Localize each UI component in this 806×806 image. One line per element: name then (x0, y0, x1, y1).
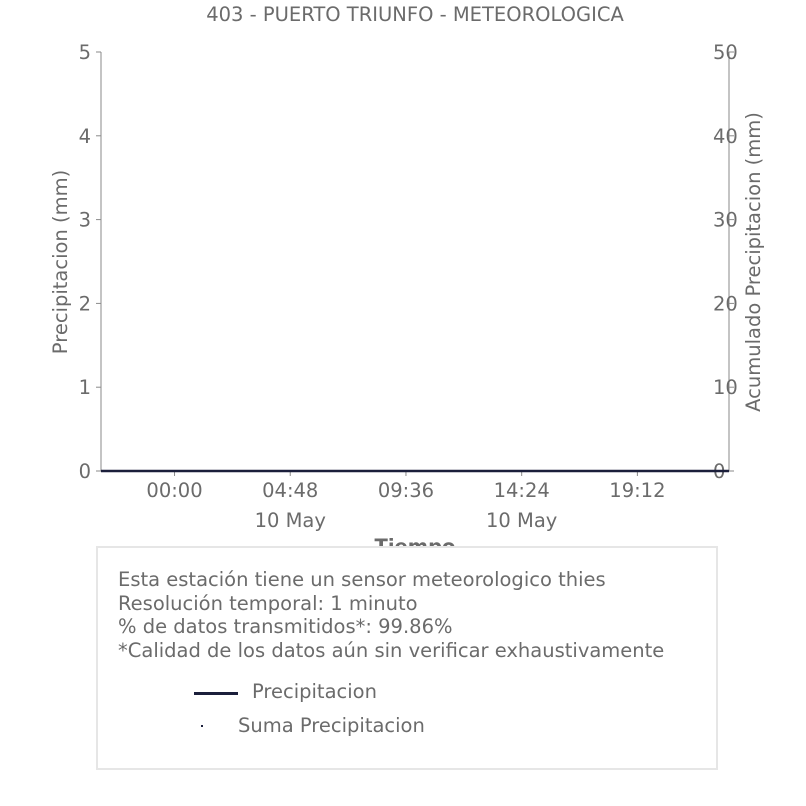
info-line-resolution: Resolución temporal: 1 minuto (118, 591, 418, 615)
y-tick-label: 1 (78, 376, 91, 400)
x-tick-label: 04:48 (262, 479, 319, 502)
chart-axes (101, 52, 729, 471)
x-tick-date-label: 10 May (254, 509, 326, 532)
x-tick-label: 09:36 (377, 479, 435, 502)
y2-tick-label: 10 (713, 376, 738, 400)
x-ticks (146, 471, 665, 532)
station-info-text (118, 568, 664, 662)
dot-swatch-icon (201, 725, 203, 727)
y2-tick-label: 20 (713, 292, 738, 316)
right-y-ticks (713, 41, 738, 483)
y-tick-label: 0 (78, 460, 91, 483)
x-tick-label: 00:00 (146, 479, 203, 502)
y-tick-label: 4 (78, 124, 91, 148)
y-tick-label: 5 (78, 41, 91, 64)
chart-title: 403 - PUERTO TRIUNFO - METEOROLOGICA (206, 3, 624, 26)
left-y-ticks (79, 41, 101, 483)
legend-label: Suma Precipitacion (238, 714, 425, 737)
y2-tick-label: 30 (713, 208, 738, 232)
info-line-transmitted: % de datos transmitidos*: 99.86% (118, 615, 453, 638)
y-axis-label: Precipitacion (mm) (49, 169, 72, 355)
station-info-box (96, 546, 718, 770)
y2-tick-label: 50 (713, 41, 738, 64)
y2-axis-label: Acumulado Precipitacion (mm) (742, 112, 765, 412)
x-tick-date-label: 10 May (486, 509, 558, 532)
y2-tick-label: 0 (713, 460, 726, 483)
y-tick-label: 3 (78, 208, 91, 232)
legend-label: Precipitacion (252, 680, 377, 703)
info-line-quality-note: *Calidad de los datos aún sin verificar exhaustivamente (118, 638, 665, 662)
line-swatch-icon (194, 692, 238, 695)
x-tick-label: 14:24 (493, 479, 550, 502)
info-line-sensor: Esta estación tiene un sensor meteorologico thies (118, 568, 606, 591)
x-tick-label: 19:12 (609, 479, 666, 502)
y-tick-label: 2 (78, 292, 91, 316)
y2-tick-label: 40 (713, 124, 738, 148)
